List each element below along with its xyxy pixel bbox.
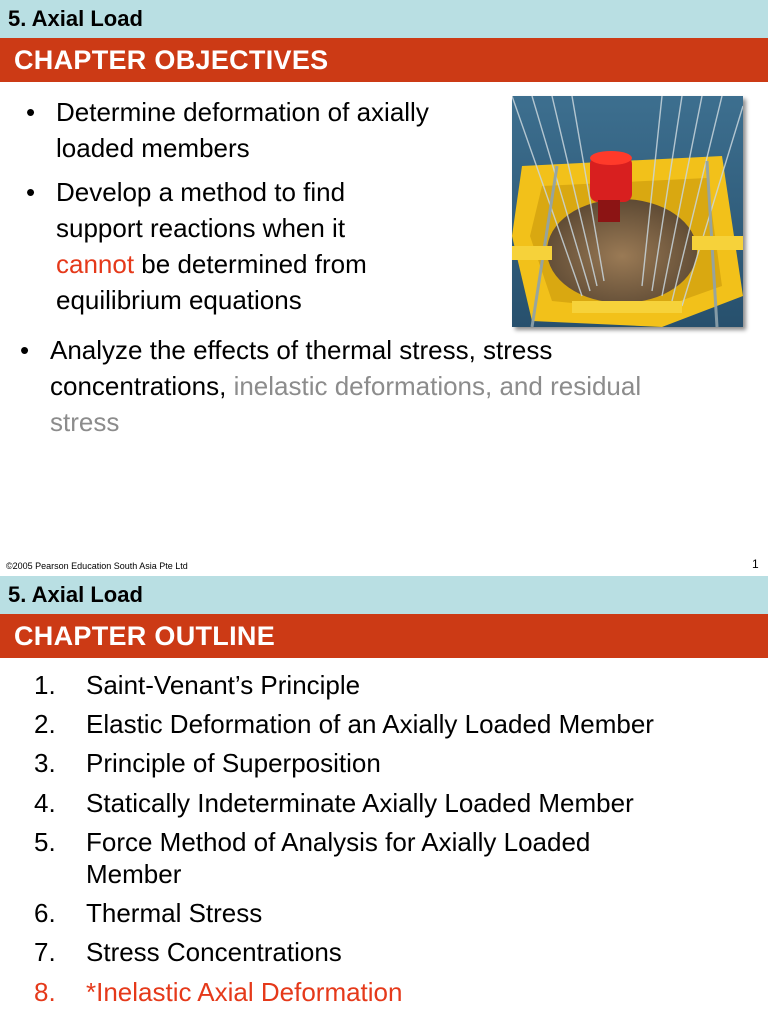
slide-outline: 5. Axial Load CHAPTER OUTLINE 1. Saint-Venant’s Principle 2. Elastic Deformation of an Axially Loaded Member 3. Principle of Superposition 4. Statically Indeterminate Axially Loaded Member 5. Force Method of Analysis for Axially Loaded Member 6. Thermal Stress 7. Stress Concentrations 8. *Inelastic Axial Deformation bbox=[0, 576, 768, 1024]
slide-title: CHAPTER OUTLINE bbox=[14, 621, 275, 651]
slide-title: CHAPTER OBJECTIVES bbox=[14, 45, 329, 75]
highlight-cannot: cannot bbox=[56, 249, 135, 279]
bullet-dot: • bbox=[26, 97, 36, 127]
objective-bullet-1: • Determine deformation of axially loaded members bbox=[56, 94, 429, 166]
bullet-dot: • bbox=[26, 177, 36, 207]
title-bar bbox=[0, 38, 768, 82]
chapter-header: 5. Axial Load bbox=[8, 6, 143, 31]
bullet-dot: • bbox=[20, 335, 30, 365]
header-bar bbox=[0, 0, 768, 38]
header-bar bbox=[0, 576, 768, 614]
page-number: 1 bbox=[752, 557, 759, 571]
title-bar bbox=[0, 614, 768, 658]
copyright-footer: ©2005 Pearson Education South Asia Pte Ltd bbox=[6, 561, 188, 571]
chapter-header: 5. Axial Load bbox=[8, 582, 143, 607]
offshore-rig-photo bbox=[512, 96, 743, 327]
objective-bullet-2: • Develop a method to find support reactions when it cannot be determined from equilibrium equations bbox=[56, 174, 367, 318]
objective-bullet-3: • Analyze the effects of thermal stress, stress concentrations, inelastic deformations, and residual stress bbox=[50, 332, 641, 440]
